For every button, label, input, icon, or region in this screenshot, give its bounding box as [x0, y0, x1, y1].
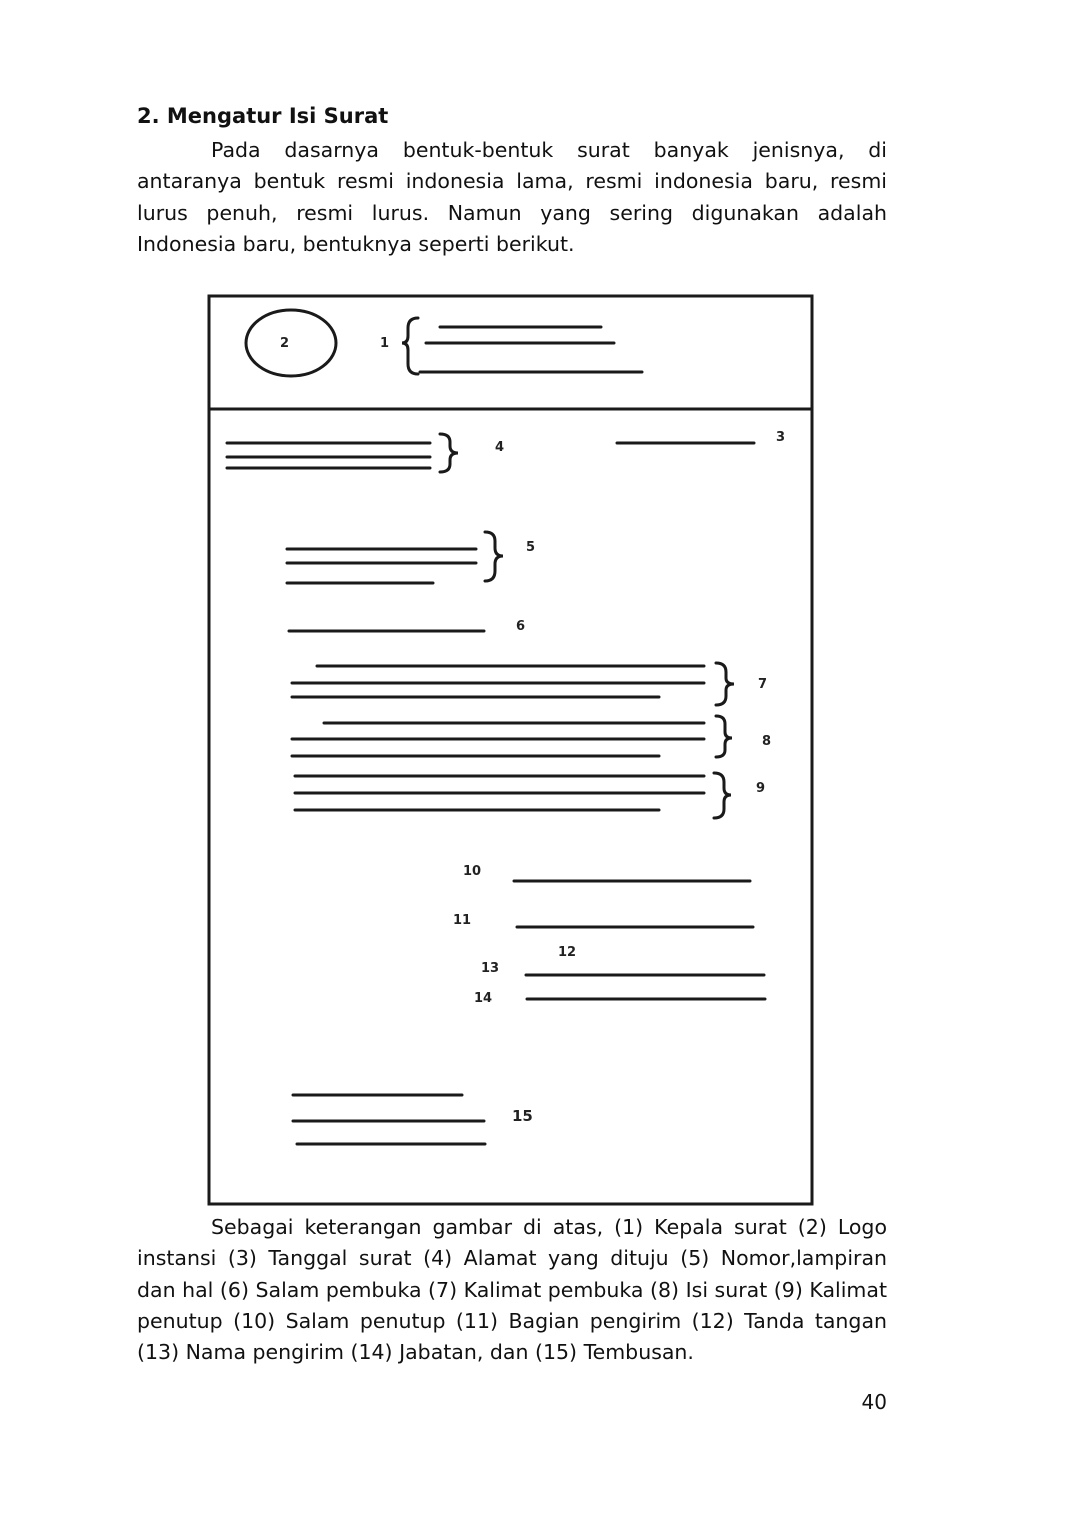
section-heading: 2. Mengatur Isi Surat: [137, 104, 389, 128]
subject-brace: [485, 532, 503, 581]
figure-label-15: 15: [512, 1107, 533, 1125]
figure-label-6: 6: [516, 619, 526, 634]
opening-brace: [716, 663, 734, 705]
figure-label-9: 9: [756, 781, 766, 796]
letterhead-brace: [402, 318, 418, 374]
figure-label-10: 10: [463, 864, 482, 879]
figure-label-3: 3: [776, 430, 786, 445]
letter-layout-figure: [204, 292, 818, 1214]
body-brace: [716, 716, 732, 757]
page-number: 40: [861, 1390, 887, 1414]
caption-paragraph: Sebagai keterangan gambar di atas, (1) Kepala surat (2) Logo instansi (3) Tanggal surat (4) Alamat yang dituju (5) Nomor,lampiran dan hal (6) Salam pembuka (7) Kalimat pembuka (8) Isi surat (9) Kalimat penutup (10) Salam penutup (11) Bagian pengirim (12) Tanda tangan (13) Nama pengirim (14) Jabatan, dan (15) Tembusan.: [137, 1215, 887, 1365]
intro-paragraph: Pada dasarnya bentuk-bentuk surat banyak jenisnya, di antaranya bentuk resmi indonesia lama, resmi indonesia baru, resmi lurus penuh, resmi lurus. Namun yang sering digunakan adalah Indonesia baru, bentuknya seperti berikut.: [137, 138, 887, 256]
logo-ellipse: [246, 310, 336, 376]
figure-label-7: 7: [758, 677, 768, 692]
address-brace: [440, 434, 458, 472]
figure-label-14: 14: [474, 991, 493, 1006]
figure-label-11: 11: [453, 913, 472, 928]
figure-label-13: 13: [481, 961, 500, 976]
closing-brace: [714, 773, 731, 818]
letter-diagram: [204, 292, 818, 1210]
figure-label-2: 2: [280, 336, 290, 351]
letter-frame: [209, 296, 812, 1204]
figure-label-8: 8: [762, 734, 772, 749]
figure-label-12: 12: [558, 945, 577, 960]
figure-label-1: 1: [380, 336, 390, 351]
figure-label-5: 5: [526, 540, 536, 555]
figure-label-4: 4: [495, 440, 505, 455]
